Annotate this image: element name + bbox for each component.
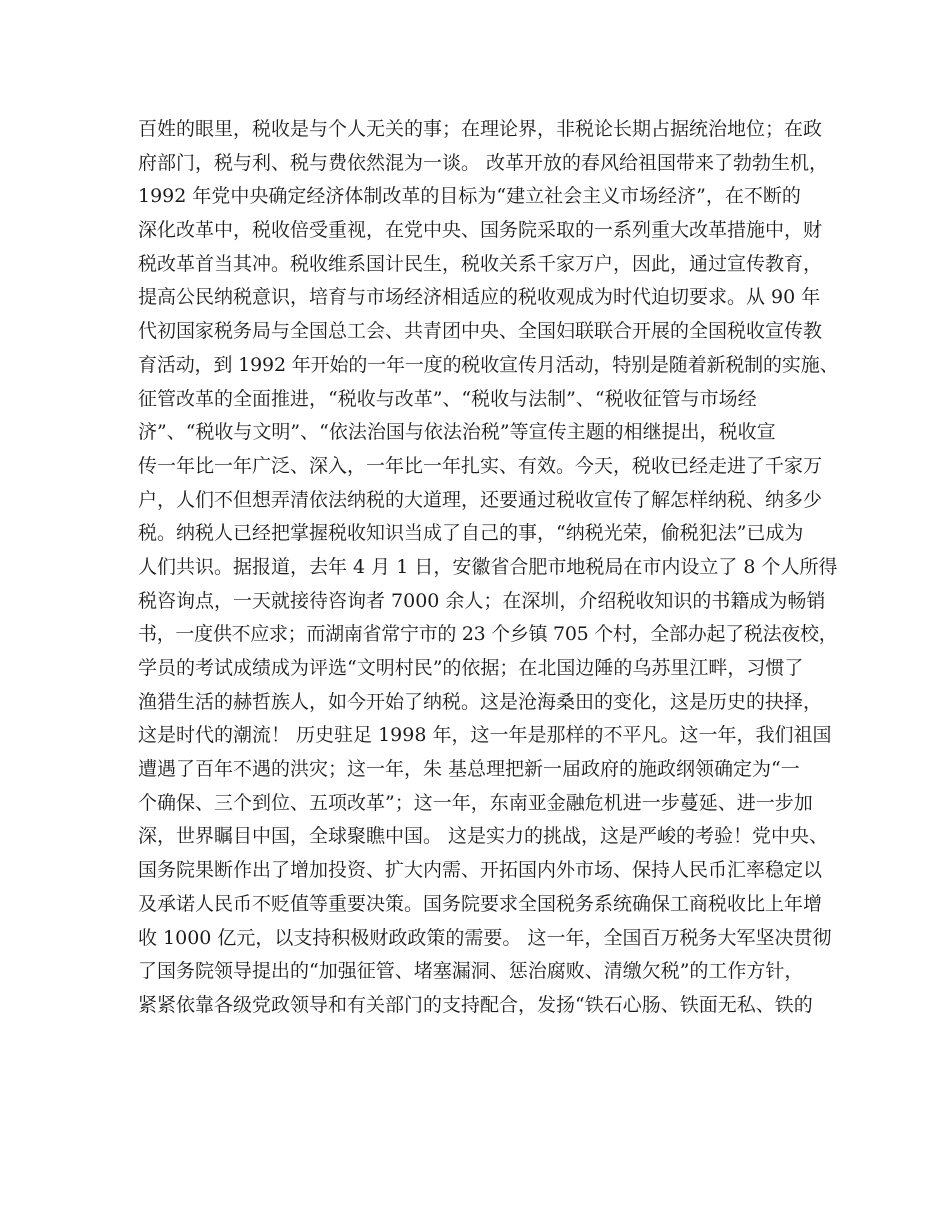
text-line: 人们共识。据报道，去年 4 月 1 日，安徽省合肥市地税局在市内设立了 8 个人所得 [138,555,838,578]
text-line: 户，人们不但想弄清依法纳税的大道理，还要通过税收宣传了解怎样纳税、纳多少 [138,488,823,511]
text-line: 税改革首当其冲。税收维系国计民生，税收关系千家万户，因此，通过宣传教育， [138,252,823,275]
text-line: 济”、“税收与文明”、“依法治国与依法治税”等宣传主题的相继提出，税收宣 [138,421,776,444]
text-line: 百姓的眼里，税收是与个人无关的事；在理论界，非税论长期占据统治地位；在政 [138,118,823,140]
text-line: 收 1000 亿元，以支持积极财政政策的需要。 这一年，全国百万税务大军坚决贯彻 [138,926,832,949]
text-line: 这是时代的潮流！ 历史驻足 1998 年，这一年是那样的不平凡。这一年，我们祖国 [138,724,832,747]
text-line: 渔猎生活的赫哲族人，如今开始了纳税。这是沧海桑田的变化，这是历史的抉择， [138,690,823,713]
text-line: 及承诺人民币不贬值等重要决策。国务院要求全国税务系统确保工商税收比上年增 [138,892,823,915]
text-line: 府部门，税与利、税与费依然混为一谈。 改革开放的春风给祖国带来了勃勃生机， [138,151,829,174]
text-line: 1992 年党中央确定经济体制改革的目标为“建立社会主义市场经济”，在不断的 [138,185,801,208]
text-line: 国务院果断作出了增加投资、扩大内需、开拓国内外市场、保持人民币汇率稳定以 [138,859,823,882]
text-line: 深，世界瞩目中国，全球聚瞧中国。 这是实力的挑战，这是严峻的考验！党中央、 [138,825,829,848]
text-line: 了国务院领导提出的“加强征管、堵塞漏洞、惩治腐败、清缴欠税”的工作方针， [138,960,804,983]
text-line: 传一年比一年广泛、深入，一年比一年扎实、有效。今天，税收已经走进了千家万 [138,454,823,477]
text-line: 紧紧依靠各级党政领导和有关部门的支持配合，发扬“铁石心肠、铁面无私、铁的 [138,993,813,1016]
text-line: 遭遇了百年不遇的洪灾；这一年，朱 基总理把新一届政府的施政纲领确定为“一 [138,758,800,781]
body-text [138,113,838,1023]
text-line: 提高公民纳税意识，培育与市场经济相适应的税收观成为时代迫切要求。从 90 年 [138,286,821,309]
text-line: 书，一度供不应求；而湖南省常宁市的 23 个乡镇 705 个村，全部办起了税法夜校， [138,623,838,646]
text-line: 代初国家税务局与全国总工会、共青团中央、全国妇联联合开展的全国税收宣传教 [138,320,823,343]
text-line: 个确保、三个到位、五项改革”；这一年，东南亚金融危机进一步蔓延、进一步加 [138,791,813,814]
text-line: 深化改革中，税收倍受重视，在党中央、国务院采取的一系列重大改革措施中，财 [138,219,823,242]
text-line: 育活动，到 1992 年开始的一年一度的税收宣传月活动，特别是随着新税制的实施、 [138,353,838,376]
text-line: 税。纳税人已经把掌握税收知识当成了自己的事，“纳税光荣，偷税犯法”已成为 [138,522,804,545]
text-line: 征管改革的全面推进，“税收与改革”、“税收与法制”、“税收征管与市场经 [138,387,757,410]
text-line: 学员的考试成绩成为评选“文明村民”的依据；在北国边陲的乌苏里江畔，习惯了 [138,657,804,679]
text-line: 税咨询点，一天就接待咨询者 7000 余人；在深圳，介绍税收知识的书籍成为畅销 [138,589,826,612]
